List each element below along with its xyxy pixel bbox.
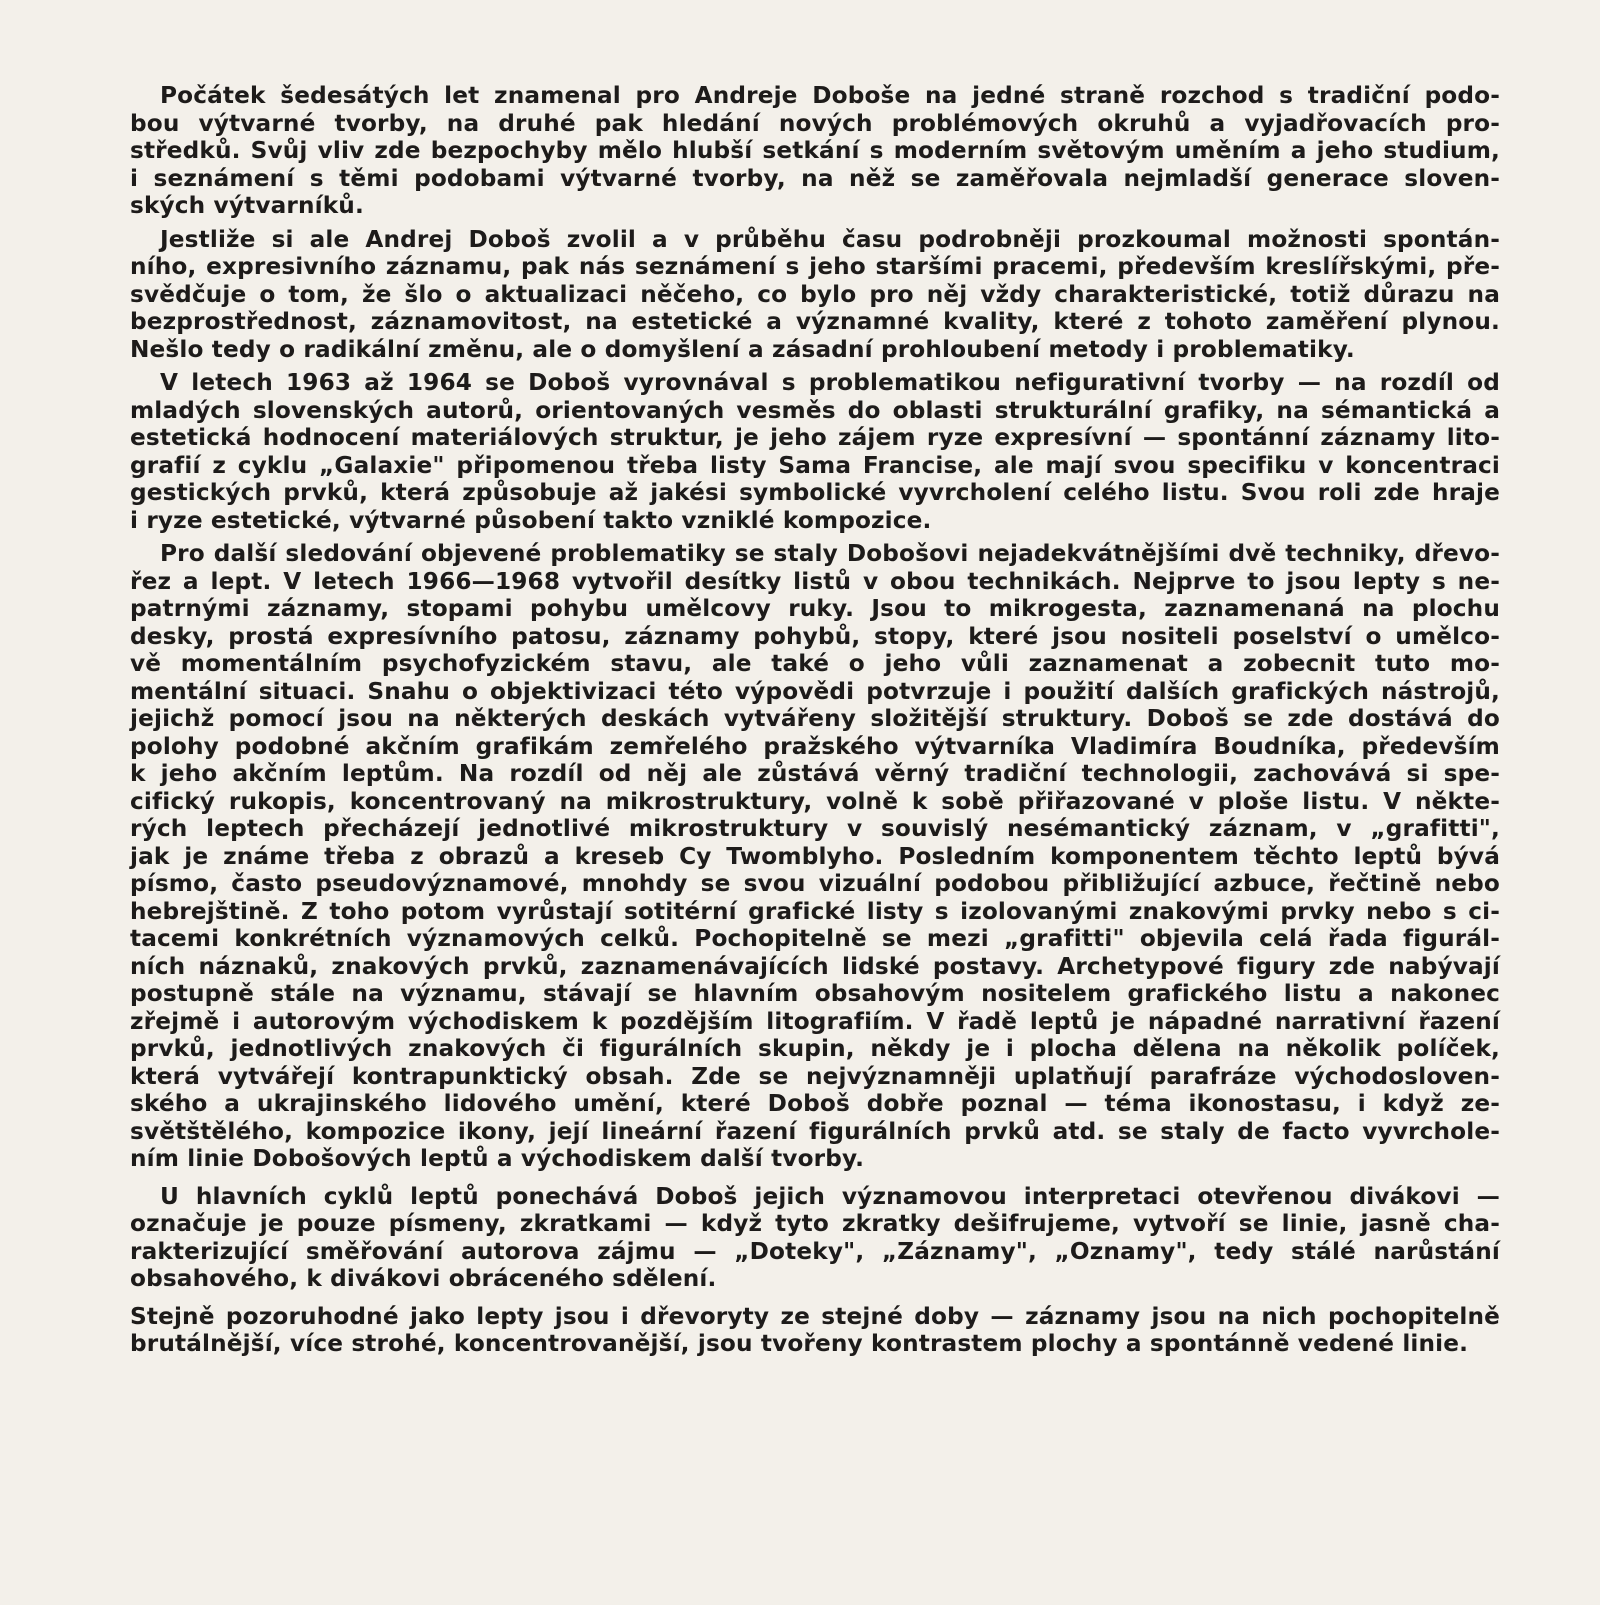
text-line: ním linie Dobošových leptů a východiskem další tvorby. — [130, 1145, 865, 1172]
text-line: svědčuje o tom, že šlo o aktualizaci něčeho, co bylo pro něj vždy charakteristické, totiž důrazu na — [130, 280, 1500, 308]
paragraph — [130, 540, 1500, 1173]
text-line: grafií z cyklu „Galaxie" připomenou třeba listy Sama Francise, ale mají svou specifiku v koncentraci — [130, 451, 1500, 479]
text-line: jejichž pomocí jsou na některých deskách vytvářeny složitější struktury. Doboš se zde dostává do — [130, 705, 1500, 732]
text-line: Počátek šedesátých let znamenal pro Andreje Doboše na jedné straně rozchod s tradiční podo- — [160, 82, 1500, 109]
text-line: bezprostřednost, záznamovitost, na estetické a významné kvality, které z tohoto zaměření plynou. — [130, 308, 1500, 335]
text-line: obsahového, k divákovi obráceného sdělení. — [130, 1265, 717, 1292]
paragraph — [130, 82, 1500, 220]
text-line: estetická hodnocení materiálových struktur, je jeho zájem ryze expresívní — spontánní záznamy lito- — [130, 424, 1500, 451]
text-line: písmo, často pseudovýznamové, mnohdy se svou vizuální podobou přibližující azbuce, řečtině nebo — [130, 870, 1500, 897]
text-line: k jeho akčním leptům. Na rozdíl od něj ale zůstává věrný tradiční technologii, zachovává si spe- — [130, 760, 1500, 787]
paragraph — [130, 369, 1500, 534]
text-line: středků. Svůj vliv zde bezpochyby mělo hlubší setkání s moderním světovým uměním a jeho studium, — [130, 137, 1500, 164]
text-line: Jestliže si ale Andrej Doboš zvolil a v průběhu času podrobněji prozkoumal možnosti spontán- — [160, 225, 1500, 253]
text-line: která vytvářejí kontrapunktický obsah. Zde se nejvýznamněji uplatňují parafráze východosloven- — [130, 1062, 1500, 1090]
text-line: Stejně pozoruhodné jako lepty jsou i dřevoryty ze stejné doby — záznamy jsou na nich pochopitelně — [130, 1302, 1500, 1330]
text-line: mentální situaci. Snahu o objektivizaci této výpovědi potvrzuje i použití dalších grafických nástrojů, — [130, 677, 1500, 705]
text-line: polohy podobné akčním grafikám zemřelého pražského výtvarníka Vladimíra Boudníka, především — [130, 732, 1500, 760]
text-line: desky, prostá expresívního patosu, záznamy pohybů, stopy, které jsou nositeli poselství o umělco- — [130, 622, 1500, 650]
text-line: cifický rukopis, koncentrovaný na mikrostruktury, volně k sobě přiřazované v ploše listu. V někte- — [130, 787, 1500, 815]
paragraph — [130, 1183, 1500, 1293]
text-line: rých leptech přecházejí jednotlivé mikrostruktury v souvislý nesémantický záznam, v „grafitti", — [130, 815, 1500, 842]
paragraph — [130, 226, 1500, 364]
text-line: řez a lept. V letech 1966—1968 vytvořil desítky listů v obou technikách. Nejprve to jsou lepty s ne- — [130, 567, 1500, 595]
text-line: patrnými záznamy, stopami pohybu umělcovy ruky. Jsou to mikrogesta, zaznamenaná na plochu — [130, 595, 1500, 622]
text-line: i ryze estetické, výtvarné působení takto vzniklé kompozice. — [130, 506, 932, 534]
text-line: postupně stále na významu, stávají se hlavním obsahovým nositelem grafického listu a nakonec — [130, 980, 1500, 1007]
text-line: ského a ukrajinského lidového umění, které Doboš dobře poznal — téma ikonostasu, i když ze- — [130, 1090, 1500, 1117]
text-line: brutálnější, více strohé, koncentrovanější, jsou tvořeny kontrastem plochy a spontánně vedené linie. — [130, 1330, 1469, 1357]
text-line: rakterizující směřování autorova zájmu — „Doteky", „Záznamy", „Oznamy", tedy stálé narůstání — [130, 1237, 1500, 1265]
text-line: světštělého, kompozice ikony, její lineární řazení figurálních prvků atd. se staly de facto vyvrchole- — [130, 1117, 1500, 1145]
paragraph — [130, 1303, 1500, 1358]
text-line: ních náznaků, znakových prvků, zaznamenávajících lidské postavy. Archetypové figury zde nabývají — [130, 952, 1500, 980]
text-line: gestických prvků, která způsobuje až jakési symbolické vyvrcholení celého listu. Svou roli zde hraje — [130, 479, 1500, 506]
text-line: bou výtvarné tvorby, na druhé pak hledání nových problémových okruhů a vyjadřovacích pro- — [130, 109, 1500, 137]
text-line: jak je známe třeba z obrazů a kreseb Cy Twomblyho. Posledním komponentem těchto leptů bývá — [130, 842, 1500, 870]
text-line: ního, expresivního záznamu, pak nás seznámení s jeho staršími pracemi, především kreslířskými, pře- — [130, 253, 1500, 280]
text-line: hebrejštině. Z toho potom vyrůstají sotitérní grafické listy s izolovanými znakovými prvky nebo s ci- — [130, 897, 1500, 925]
text-line: V letech 1963 až 1964 se Doboš vyrovnával s problematikou nefigurativní tvorby — na rozdíl od — [160, 369, 1500, 396]
text-line: zřejmě i autorovým východiskem k pozdějším litografiím. V řadě leptů je nápadné narrativní řazení — [130, 1007, 1500, 1035]
text-line: mladých slovenských autorů, orientovaných vesměs do oblasti strukturální grafiky, na sémantická a — [130, 396, 1500, 424]
text-line: vě momentálním psychofyzickém stavu, ale také o jeho vůli zaznamenat a zobecnit tuto mo- — [130, 650, 1500, 677]
text-line: Pro další sledování objevené problematiky se staly Dobošovi nejadekvátnějšími dvě techniky, dřevo- — [160, 540, 1500, 567]
text-line: označuje je pouze písmeny, zkratkami — když tyto zkratky dešifrujeme, vytvoří se linie, jasně cha- — [130, 1210, 1500, 1237]
article-text — [130, 82, 1500, 1364]
text-line: ských výtvarníků. — [130, 192, 364, 219]
text-line: prvků, jednotlivých znakových či figurálních skupin, někdy je i plocha dělena na několik políček, — [130, 1035, 1500, 1062]
text-line: tacemi konkrétních významových celků. Pochopitelně se mezi „grafitti" objevila celá řada figurál- — [130, 925, 1500, 952]
text-line: U hlavních cyklů leptů ponechává Doboš jejich významovou interpretaci otevřenou divákovi — — [160, 1182, 1500, 1210]
text-line: i seznámení s těmi podobami výtvarné tvorby, na něž se zaměřovala nejmladší generace sloven- — [130, 164, 1500, 192]
text-line: Nešlo tedy o radikální změnu, ale o domyšlení a zásadní prohloubení metody i problematiky. — [130, 335, 1355, 363]
